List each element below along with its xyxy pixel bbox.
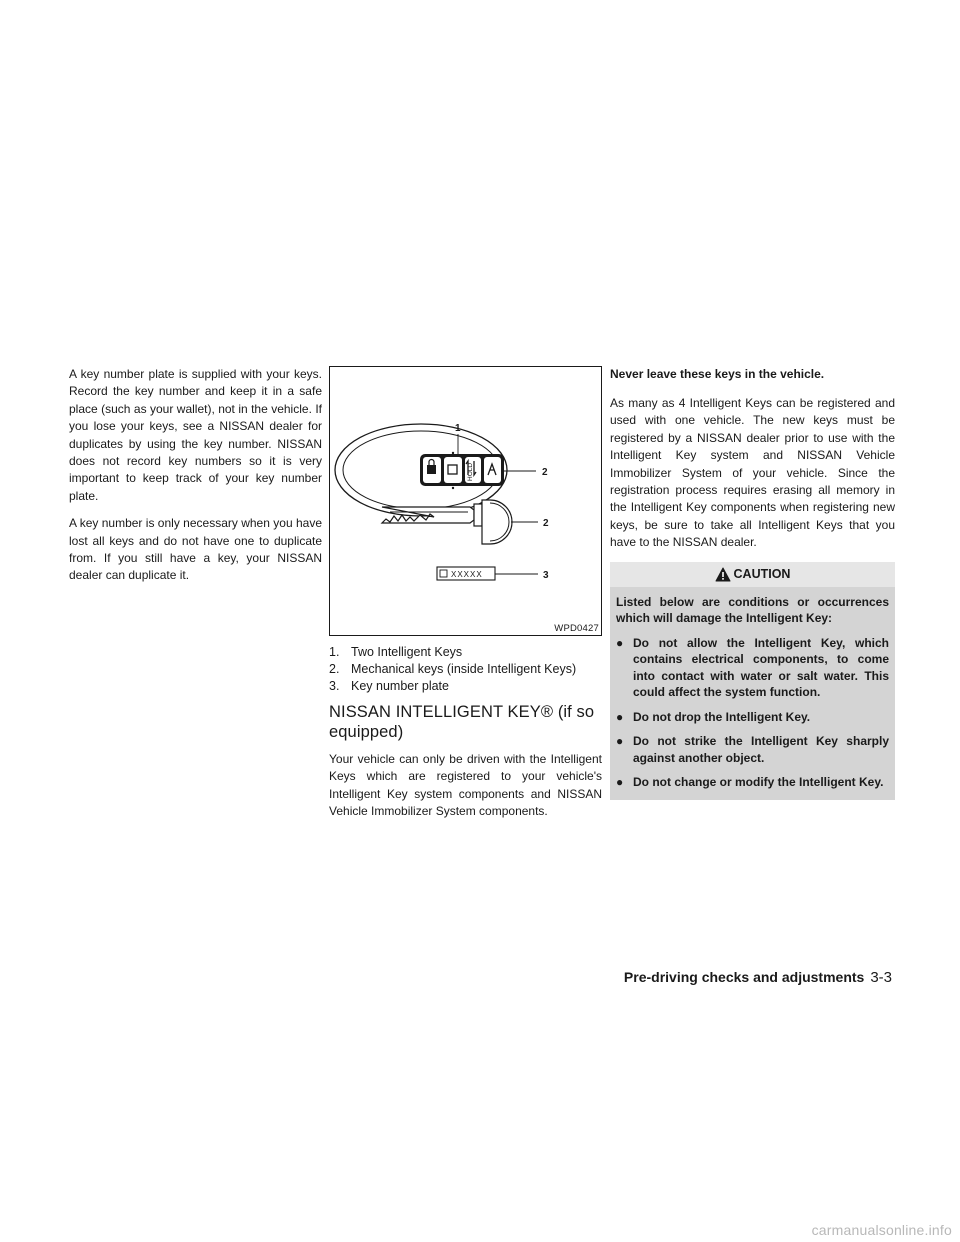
bullet-icon: ● bbox=[616, 734, 624, 749]
registration-paragraph: As many as 4 Intelligent Keys can be registered and used with one vehicle. The new keys must be registered by a NISSAN dealer prior to use with the Intelligent Key system and NISSAN Vehicle Immobilizer System of your vehicle. Since the registration process requires erasing all memory in the Intelligent Key components when registering new keys, be sure to take all Intelligent Keys that you have to the NISSAN dealer. bbox=[610, 396, 895, 550]
keys-warning: Never leave these keys in the vehicle. bbox=[610, 367, 825, 381]
page-number: 3-3 bbox=[870, 969, 892, 986]
legend-item bbox=[329, 644, 602, 661]
legend-number: 1. bbox=[329, 645, 340, 659]
bullet-icon: ● bbox=[616, 775, 624, 790]
key-illustration-drawing bbox=[330, 367, 601, 635]
section-heading: NISSAN INTELLIGENT KEY® (if so equipped) bbox=[329, 703, 595, 741]
caution-intro: Listed below are conditions or occurrences which will damage the Intelligent Key: bbox=[616, 594, 889, 626]
key-plate-paragraph: A key number plate is supplied with your keys. Record the key number and keep it in a safe place (such as your wallet), not in the vehicle. If you lose your keys, see a NISSAN dealer for duplicates by using the key number. NISSAN does not record key numbers so it is very important to keep track of your key number plate. bbox=[69, 367, 322, 503]
caution-box bbox=[610, 562, 895, 800]
section-paragraph: Your vehicle can only be driven with the Intelligent Keys which are registered to your vehicle's Intelligent Key system components and NISSAN Vehicle Immobilizer System components. bbox=[329, 752, 602, 819]
callout-1: 1 bbox=[455, 423, 461, 434]
page-footer bbox=[624, 969, 892, 986]
figure-code: WPD0427 bbox=[554, 623, 599, 634]
caution-item bbox=[616, 635, 889, 701]
legend-number: 2. bbox=[329, 662, 340, 676]
key-illustration bbox=[329, 366, 602, 636]
warning-triangle-icon bbox=[715, 567, 731, 582]
caution-item bbox=[616, 709, 889, 726]
bullet-icon: ● bbox=[616, 635, 624, 650]
caution-item-text: Do not change or modify the Intelligent Key. bbox=[633, 775, 884, 790]
key-number-paragraph: A key number is only necessary when you have lost all keys and do not have one to duplicate from. If you still have a key, your NISSAN dealer can duplicate it. bbox=[69, 516, 322, 583]
caution-item-text: Do not allow the Intelligent Key, which contains electrical components, to come into contact with water or salt water. This could affect the system function. bbox=[633, 635, 889, 700]
caution-header bbox=[610, 562, 895, 587]
caution-item-text: Do not drop the Intelligent Key. bbox=[633, 709, 811, 724]
legend-item bbox=[329, 678, 602, 695]
caution-item bbox=[616, 733, 889, 766]
caution-item-text: Do not strike the Intelligent Key sharply against another object. bbox=[633, 734, 889, 765]
caution-body bbox=[610, 587, 895, 800]
legend-text: Two Intelligent Keys bbox=[351, 645, 463, 659]
left-column bbox=[69, 366, 322, 595]
figure-legend bbox=[329, 644, 602, 695]
callout-2a: 2 bbox=[542, 467, 548, 478]
caution-list bbox=[616, 635, 889, 791]
legend-text: Key number plate bbox=[351, 679, 449, 693]
plate-text: XXXXX bbox=[451, 570, 483, 579]
hold-label: HOLD bbox=[467, 462, 474, 481]
caution-item bbox=[616, 774, 889, 791]
watermark: carmanualsonline.info bbox=[811, 1222, 952, 1238]
caution-title: CAUTION bbox=[733, 567, 791, 582]
right-column bbox=[610, 366, 895, 800]
chapter-title: Pre-driving checks and adjustments bbox=[623, 969, 865, 985]
callout-2b: 2 bbox=[543, 518, 549, 529]
callout-3: 3 bbox=[543, 570, 549, 581]
mechanical-key-drawing bbox=[382, 500, 512, 544]
legend-text: Mechanical keys (inside Intelligent Keys) bbox=[351, 662, 577, 676]
middle-column bbox=[329, 366, 602, 831]
intelligent-key-drawing bbox=[335, 424, 507, 516]
bullet-icon: ● bbox=[616, 709, 624, 724]
legend-number: 3. bbox=[329, 679, 340, 693]
legend-item bbox=[329, 661, 602, 678]
